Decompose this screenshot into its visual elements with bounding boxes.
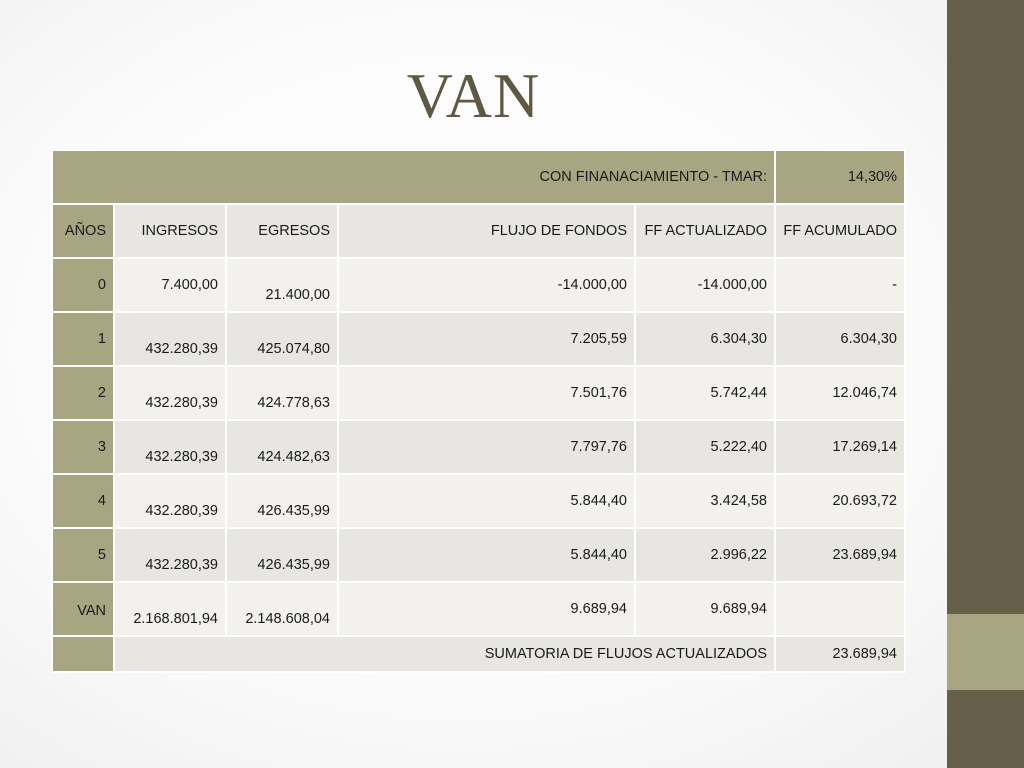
flujo-cell: -14.000,00 <box>338 258 635 312</box>
side-decoration-accent <box>947 614 1024 690</box>
year-cell: 2 <box>52 366 114 420</box>
ff-acumulado-cell: - <box>775 258 905 312</box>
ingresos-cell: 432.280,39 <box>114 474 226 528</box>
egresos-cell: 425.074,80 <box>226 312 338 366</box>
van-row <box>52 582 905 636</box>
column-header-ff-acumulado: FF ACUMULADO <box>775 204 905 258</box>
year-cell: 1 <box>52 312 114 366</box>
egresos-cell: 424.482,63 <box>226 420 338 474</box>
table-title-row <box>52 150 905 204</box>
flujo-cell: 5.844,40 <box>338 474 635 528</box>
egresos-cell: 424.778,63 <box>226 366 338 420</box>
ff-acumulado-cell: 6.304,30 <box>775 312 905 366</box>
table-header-row <box>52 204 905 258</box>
ff-actualizado-cell: 9.689,94 <box>635 582 775 636</box>
summary-label-cell: SUMATORIA DE FLUJOS ACTUALIZADOS <box>114 636 775 672</box>
flujo-cell: 7.205,59 <box>338 312 635 366</box>
ingresos-cell: 432.280,39 <box>114 528 226 582</box>
egresos-cell: 426.435,99 <box>226 528 338 582</box>
year-cell: 3 <box>52 420 114 474</box>
table-title-cell: CON FINANACIAMIENTO - TMAR: <box>52 150 775 204</box>
ingresos-cell: 2.168.801,94 <box>114 582 226 636</box>
ingresos-cell: 432.280,39 <box>114 366 226 420</box>
flujo-cell: 5.844,40 <box>338 528 635 582</box>
egresos-cell: 21.400,00 <box>226 258 338 312</box>
column-header-ingresos: INGRESOS <box>114 204 226 258</box>
slide-title: VAN <box>406 60 541 131</box>
ff-actualizado-cell: 3.424,58 <box>635 474 775 528</box>
year-cell: 5 <box>52 528 114 582</box>
ff-acumulado-cell: 12.046,74 <box>775 366 905 420</box>
table-row <box>52 312 905 366</box>
flujo-cell: 9.689,94 <box>338 582 635 636</box>
year-cell: 0 <box>52 258 114 312</box>
column-header-ff-actualizado: FF ACTUALIZADO <box>635 204 775 258</box>
van-table <box>51 149 906 673</box>
table-row <box>52 528 905 582</box>
ff-actualizado-cell: -14.000,00 <box>635 258 775 312</box>
summary-row <box>52 636 905 672</box>
egresos-cell: 2.148.608,04 <box>226 582 338 636</box>
ingresos-cell: 432.280,39 <box>114 312 226 366</box>
flujo-cell: 7.501,76 <box>338 366 635 420</box>
ff-acumulado-cell <box>775 582 905 636</box>
table-row <box>52 420 905 474</box>
tmar-value-cell: 14,30% <box>775 150 905 204</box>
table-row <box>52 258 905 312</box>
column-header-anos: AÑOS <box>52 204 114 258</box>
ff-acumulado-cell: 23.689,94 <box>775 528 905 582</box>
ff-acumulado-cell: 17.269,14 <box>775 420 905 474</box>
table-row <box>52 366 905 420</box>
ff-actualizado-cell: 2.996,22 <box>635 528 775 582</box>
ff-actualizado-cell: 5.742,44 <box>635 366 775 420</box>
ff-actualizado-cell: 5.222,40 <box>635 420 775 474</box>
summary-empty-cell <box>52 636 114 672</box>
ingresos-cell: 7.400,00 <box>114 258 226 312</box>
year-cell: 4 <box>52 474 114 528</box>
ff-actualizado-cell: 6.304,30 <box>635 312 775 366</box>
ingresos-cell: 432.280,39 <box>114 420 226 474</box>
table-row <box>52 474 905 528</box>
van-label-cell: VAN <box>52 582 114 636</box>
summary-value-cell: 23.689,94 <box>775 636 905 672</box>
column-header-flujo: FLUJO DE FONDOS <box>338 204 635 258</box>
egresos-cell: 426.435,99 <box>226 474 338 528</box>
flujo-cell: 7.797,76 <box>338 420 635 474</box>
column-header-egresos: EGRESOS <box>226 204 338 258</box>
ff-acumulado-cell: 20.693,72 <box>775 474 905 528</box>
